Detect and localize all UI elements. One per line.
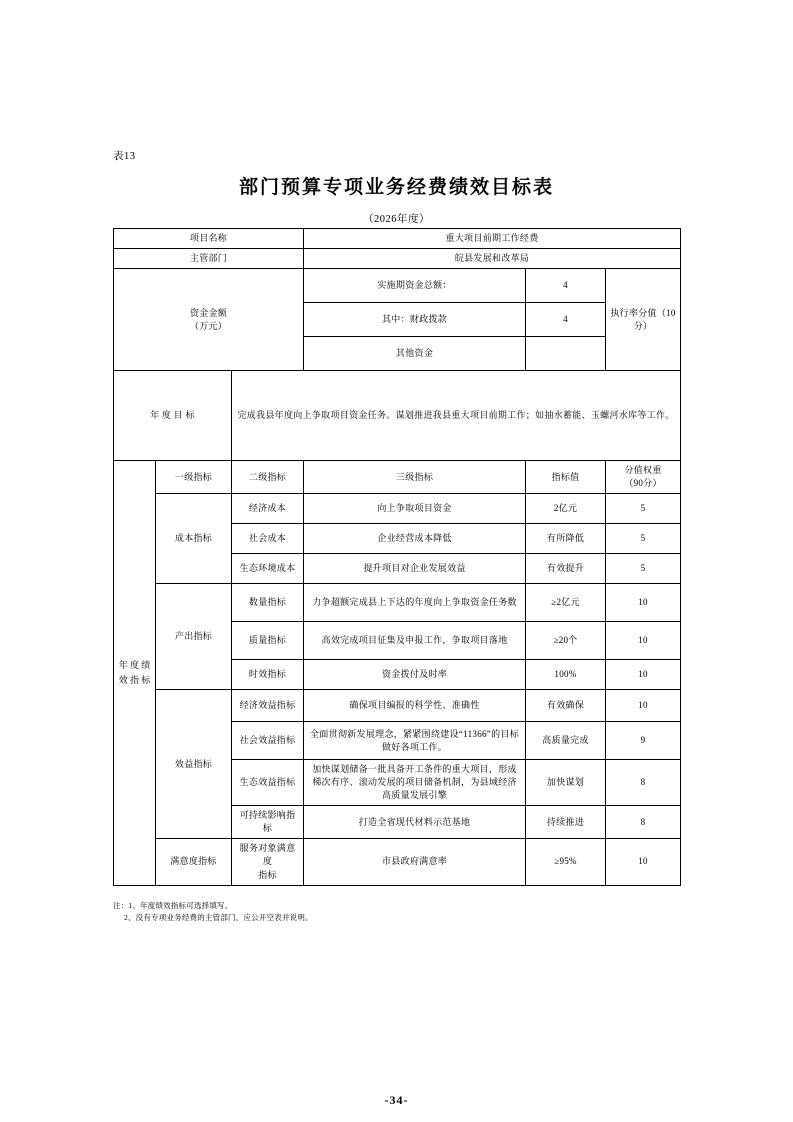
funds-fiscal-value: 4 — [526, 303, 606, 337]
form-label: 表13 — [113, 151, 136, 162]
funds-amount-label: 资金金额 （万元） — [114, 269, 304, 371]
indicator-level2 — [232, 839, 304, 885]
column-header-weight — [606, 461, 681, 494]
indicator-value: 100% — [526, 660, 606, 690]
funds-total-value: 4 — [526, 269, 606, 303]
indicator-value: ≥2亿元 — [526, 584, 606, 622]
indicator-level2: 时效指标 — [232, 660, 304, 690]
indicator-value: 有效提升 — [526, 554, 606, 584]
indicator-level3: 确保项目编报的科学性、准确性 — [304, 690, 526, 722]
indicator-value: ≥20个 — [526, 622, 606, 660]
table-row-department — [114, 249, 681, 269]
indicator-level3: 打造全省现代材料示范基地 — [304, 806, 526, 839]
column-header-weight-line2: （90分） — [624, 478, 662, 489]
footnote-line-2: 2、没有专项业务经费的主管部门，应公开空表并说明。 — [124, 913, 313, 922]
indicator-weight: 8 — [606, 760, 681, 806]
indicator-level2: 社会效益指标 — [232, 722, 304, 760]
indicator-level2: 经济成本 — [232, 494, 304, 524]
table-row-funds-total — [114, 269, 681, 303]
indicator-level2: 生态效益指标 — [232, 760, 304, 806]
performance-goal-table — [113, 228, 681, 886]
indicator-level3: 提升项目对企业发展效益 — [304, 554, 526, 584]
indicator-level2: 经济效益指标 — [232, 690, 304, 722]
indicator-value: 2亿元 — [526, 494, 606, 524]
funds-other-value — [526, 337, 606, 371]
indicator-level3: 资金拨付及时率 — [304, 660, 526, 690]
table-row — [114, 839, 681, 885]
indicator-level3: 市县政府满意率 — [304, 839, 526, 885]
indicator-value: 有效确保 — [526, 690, 606, 722]
indicator-level2: 社会成本 — [232, 524, 304, 554]
column-header-weight-line1: 分值权重 — [624, 465, 662, 476]
indicator-level2: 质量指标 — [232, 622, 304, 660]
group-label-benefit: 效益指标 — [156, 690, 232, 839]
table-row — [114, 584, 681, 622]
indicator-value: 有所降低 — [526, 524, 606, 554]
footnote-line-1: 注：1、年度绩效指标可选择填写。 — [113, 901, 233, 910]
group-label-output: 产出指标 — [156, 584, 232, 690]
indicator-level3: 向上争取项目资金 — [304, 494, 526, 524]
table-row-annual-goal — [114, 371, 681, 461]
indicator-level2: 生态环境成本 — [232, 554, 304, 584]
group-label-cost: 成本指标 — [156, 494, 232, 584]
table-row-indicator-header — [114, 461, 681, 494]
project-name-value: 重大项目前期工作经费 — [304, 229, 681, 249]
execution-rate-label: 执行率分值（10分） — [606, 269, 681, 371]
column-header-level2: 二级指标 — [232, 461, 304, 494]
annual-goal-label: 年 度 目 标 — [114, 371, 232, 461]
indicator-level3: 加快谋划储备一批具备开工条件的重大项目，形成梯次有序、滚动发展的项目储备机制，为县域经济高质量发展引擎 — [304, 760, 526, 806]
indicator-level2-line1: 服务对象满意度 — [239, 843, 296, 867]
page-number: -34- — [384, 1093, 409, 1107]
footnotes — [113, 900, 313, 924]
table-row-project-name — [114, 229, 681, 249]
funds-total-label: 实施期资金总额： — [304, 269, 526, 303]
indicator-weight: 5 — [606, 554, 681, 584]
indicator-value: 加快谋划 — [526, 760, 606, 806]
annual-goal-text: 完成我县年度向上争取项目资金任务。谋划推进我县重大项目前期工作；如抽水蓄能、玉螺河水库等工作。 — [232, 371, 681, 461]
indicator-weight: 8 — [606, 806, 681, 839]
group-label-satisfaction: 满意度指标 — [156, 839, 232, 885]
indicator-level2: 可持续影响指标 — [232, 806, 304, 839]
annual-performance-indicator-label: 年 度 绩 效 指 标 — [114, 461, 156, 885]
table-row — [114, 494, 681, 524]
column-header-level3: 三级指标 — [304, 461, 526, 494]
indicator-level3: 高效完成项目征集及申报工作，争取项目落地 — [304, 622, 526, 660]
indicator-weight: 10 — [606, 839, 681, 885]
indicator-weight: 10 — [606, 660, 681, 690]
column-header-value: 指标值 — [526, 461, 606, 494]
indicator-value: 持续推进 — [526, 806, 606, 839]
column-header-level1: 一级指标 — [156, 461, 232, 494]
indicator-weight: 5 — [606, 494, 681, 524]
funds-fiscal-label: 其中：财政拨款 — [304, 303, 526, 337]
indicator-weight: 9 — [606, 722, 681, 760]
project-name-label: 项目名称 — [114, 229, 304, 249]
indicator-level3: 全面贯彻新发展理念，紧紧围绕建设“11366”的目标做好各项工作。 — [304, 722, 526, 760]
indicator-level3: 力争超额完成县上下达的年度向上争取资金任务数 — [304, 584, 526, 622]
indicator-value: 高质量完成 — [526, 722, 606, 760]
indicator-weight: 10 — [606, 690, 681, 722]
indicator-weight: 10 — [606, 584, 681, 622]
page-title: 部门预算专项业务经费绩效目标表 — [238, 177, 554, 198]
department-value: 皖县发展和改革局 — [304, 249, 681, 269]
indicator-level3: 企业经营成本降低 — [304, 524, 526, 554]
indicator-weight: 10 — [606, 622, 681, 660]
fiscal-year-subtitle: （2026年度） — [363, 214, 430, 225]
indicator-level2-line2: 指标 — [258, 869, 277, 880]
funds-other-label: 其他资金 — [304, 337, 526, 371]
department-label: 主管部门 — [114, 249, 304, 269]
indicator-weight: 5 — [606, 524, 681, 554]
indicator-value: ≥95% — [526, 839, 606, 885]
table-row — [114, 690, 681, 722]
indicator-level2: 数量指标 — [232, 584, 304, 622]
